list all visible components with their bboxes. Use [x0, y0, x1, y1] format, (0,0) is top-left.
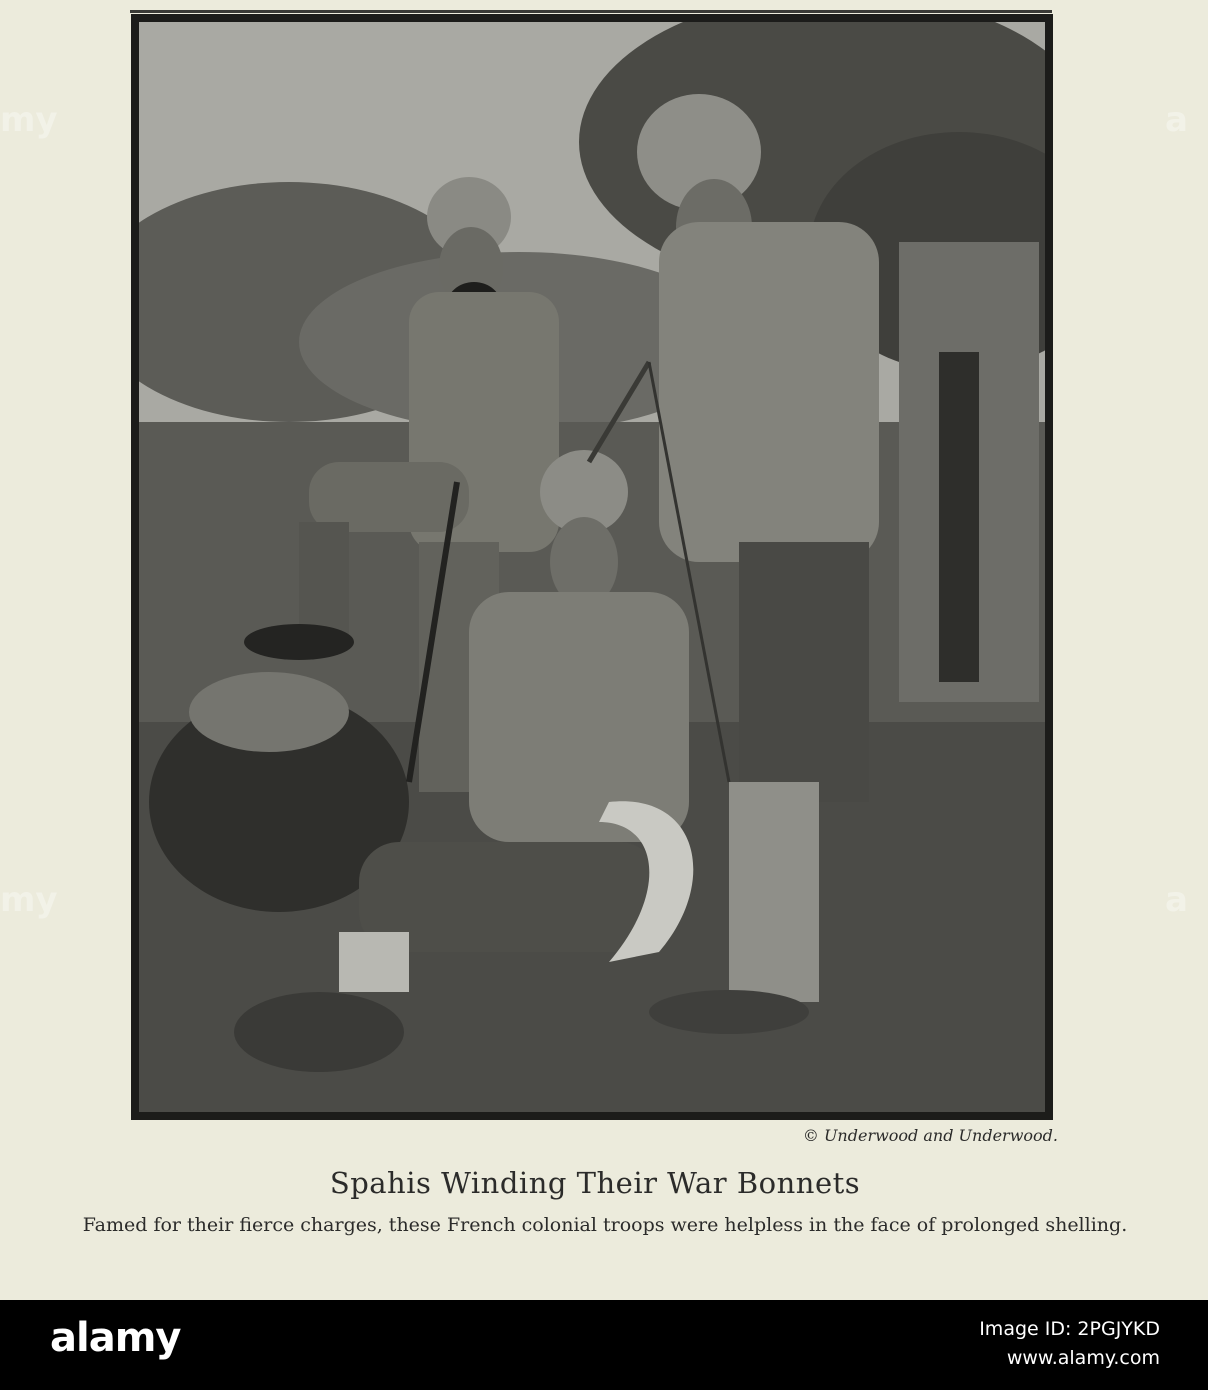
watermark-left-2: my — [0, 880, 58, 920]
image-id: Image ID: 2PGJYKD — [979, 1318, 1160, 1340]
watermark-right-1: a — [1165, 100, 1188, 140]
alamy-logo[interactable]: alamy — [50, 1315, 181, 1361]
caption-title: Spahis Winding Their War Bonnets — [329, 1166, 861, 1200]
caption-body: Famed for their fierce charges, these French colonial troops were helpless in the face of prolonged shelling. — [82, 1214, 1128, 1236]
photo-frame — [131, 14, 1053, 1120]
footer-bar — [0, 1300, 1208, 1390]
historical-photograph — [139, 22, 1045, 1112]
watermark-right-2: a — [1165, 880, 1188, 920]
site-url[interactable]: www.alamy.com — [1006, 1347, 1160, 1369]
photo-credit: © Underwood and Underwood. — [802, 1126, 1058, 1145]
watermark-left-1: my — [0, 100, 58, 140]
photo-illustration — [139, 22, 1045, 1112]
top-rule — [130, 10, 1052, 13]
